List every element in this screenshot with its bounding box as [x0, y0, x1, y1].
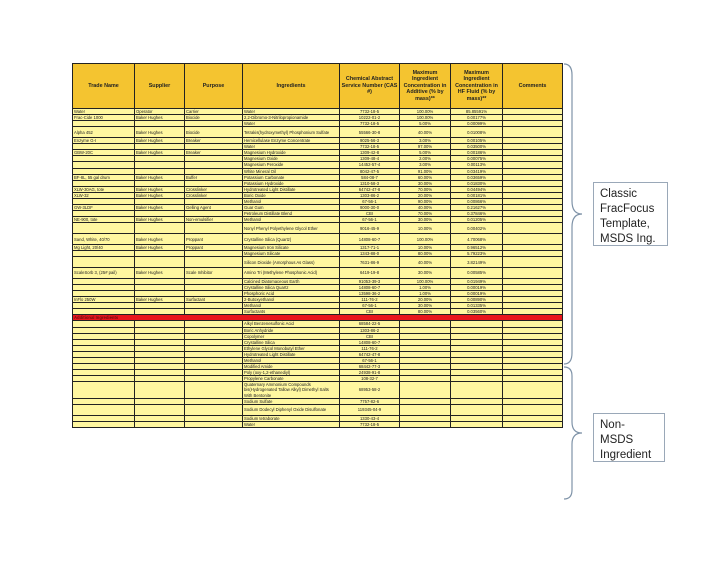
cell-cas-number: 1303-86-2: [340, 192, 400, 198]
cell-conc-hf-fluid: 0.21627%: [451, 205, 503, 211]
frac-disclosure-table: [72, 63, 563, 428]
table-row: [73, 257, 563, 268]
cell-conc-hf-fluid: 0.01830%: [451, 180, 503, 186]
cell-conc-hf-fluid: 0.03500%: [451, 144, 503, 150]
cell-cas-number: 1330-43-4: [340, 415, 400, 421]
cell-conc-additive: 5.00%: [400, 121, 451, 127]
cell-cas-number: 7732-18-5: [340, 109, 400, 115]
cell-cas-number: 1317-71-1: [340, 244, 400, 250]
cell-ingredient: Surfactants: [243, 309, 340, 315]
cell-supplier: [135, 404, 185, 415]
cell-conc-additive: 30.00%: [400, 217, 451, 223]
cell-ingredient: Water: [243, 144, 340, 150]
cell-supplier: [135, 223, 185, 234]
cell-ingredient: Methanol: [243, 357, 340, 363]
cell-supplier: Baker Hughes: [135, 234, 185, 245]
cell-comments: [503, 382, 563, 398]
cell-cas-number: 7757-82-6: [340, 398, 400, 404]
annotation-non-msds-text: Non-MSDS Ingredient: [600, 419, 652, 461]
header-max-conc-additive: Maximum Ingredient Concentration in Additive (% by mass)**: [400, 64, 451, 109]
cell-conc-hf-fluid: 0.01205%: [451, 217, 503, 223]
cell-ingredient: Boric Anhydride: [243, 327, 340, 333]
cell-cas-number: 67-56-1: [340, 303, 400, 309]
annotation-classic-template: [593, 182, 668, 246]
cell-trade-name: BF-8L, 55 gal drum: [73, 174, 135, 180]
cell-cas-number: 6419-19-8: [340, 267, 400, 278]
cell-cas-number: 64742-47-8: [340, 351, 400, 357]
cell-ingredient: Methanol: [243, 199, 340, 205]
cell-ingredient: Sodium Sulfate: [243, 398, 340, 404]
cell-trade-name: Mg Light, 20/40: [73, 244, 135, 250]
cell-ingredient: Tetrakis(hydroxymethyl) Phosphonium Sulfate: [243, 127, 340, 138]
cell-supplier: Operator: [135, 109, 185, 115]
cell-conc-additive: 100.00%: [400, 278, 451, 284]
cell-cas-number: CBI: [340, 333, 400, 339]
cell-ingredient: Guar Gum: [243, 205, 340, 211]
cell-comments: [503, 257, 563, 268]
header-purpose: Purpose: [185, 64, 243, 109]
cell-conc-additive: 97.00%: [400, 144, 451, 150]
table-row: [73, 421, 563, 427]
cell-conc-hf-fluid: 0.00866%: [451, 199, 503, 205]
cell-purpose: [185, 382, 243, 398]
cell-cas-number: 111-76-2: [340, 345, 400, 351]
cell-cas-number: 67-56-1: [340, 357, 400, 363]
cell-conc-additive: 40.00%: [400, 257, 451, 268]
cell-supplier: Baker Hughes: [135, 192, 185, 198]
cell-trade-name: Alpha 452: [73, 127, 135, 138]
cell-purpose: [185, 257, 243, 268]
cell-conc-hf-fluid: 0.00585%: [451, 267, 503, 278]
cell-supplier: [135, 257, 185, 268]
cell-ingredient: Crystalline Silica Quartz: [243, 284, 340, 290]
cell-cas-number: 119345-04-9: [340, 404, 400, 415]
cell-cas-number: 24938-91-8: [340, 370, 400, 376]
non-msds-bracket-icon: [562, 366, 592, 500]
cell-conc-additive: 70.00%: [400, 186, 451, 192]
cell-cas-number: 1303-86-2: [340, 327, 400, 333]
cell-supplier: Baker Hughes: [135, 267, 185, 278]
cell-trade-name: GW-3LDF: [73, 205, 135, 211]
cell-conc-additive: 20.00%: [400, 297, 451, 303]
cell-ingredient: Silicon Dioxide (Amorphous As Glass): [243, 257, 340, 268]
cell-ingredient: Potassium Carbonate: [243, 174, 340, 180]
cell-ingredient: Magnesium Hydroxide: [243, 150, 340, 156]
cell-cas-number: 9025-56-3: [340, 138, 400, 144]
header-supplier: Supplier: [135, 64, 185, 109]
header-max-conc-hf-fluid: Maximum Ingredient Concentration in HF Fluid (% by mass)**: [451, 64, 503, 109]
cell-conc-additive: [400, 421, 451, 427]
cell-conc-additive: 91.00%: [400, 168, 451, 174]
cell-conc-additive: 70.00%: [400, 211, 451, 217]
cell-ingredient: Poly (oxy-1,2-ethanediyl): [243, 370, 340, 376]
cell-conc-hf-fluid: 0.00177%: [451, 115, 503, 121]
cell-trade-name: [73, 257, 135, 268]
cell-purpose: Buffer: [185, 174, 243, 180]
cell-trade-name: [73, 382, 135, 398]
frac-disclosure-table-container: [72, 63, 562, 428]
cell-conc-additive: 80.00%: [400, 251, 451, 257]
cell-conc-hf-fluid: 0.00181%: [451, 192, 503, 198]
cell-conc-additive: 10.00%: [400, 244, 451, 250]
cell-conc-hf-fluid: 85.85591%: [451, 109, 503, 115]
table-row: [73, 404, 563, 415]
cell-supplier: Baker Hughes: [135, 205, 185, 211]
cell-comments: [503, 223, 563, 234]
table-body: [73, 109, 563, 428]
cell-conc-hf-fluid: [451, 421, 503, 427]
cell-comments: [503, 267, 563, 278]
cell-conc-hf-fluid: [451, 382, 503, 398]
cell-purpose: Non-emulsifier: [185, 217, 243, 223]
cell-supplier: Baker Hughes: [135, 138, 185, 144]
cell-ingredient: Calcined Diatomaceous Earth: [243, 278, 340, 284]
cell-cas-number: 1310-58-3: [340, 180, 400, 186]
cell-conc-additive: 80.00%: [400, 309, 451, 315]
cell-trade-name: XLW-30AG, tote: [73, 186, 135, 192]
cell-conc-additive: [400, 382, 451, 398]
table-row: [73, 267, 563, 278]
cell-ingredient: Ethylene Glycol Monobutyl Ether: [243, 345, 340, 351]
cell-ingredient: Magnesium Peroxide: [243, 162, 340, 168]
cell-conc-additive: 100.00%: [400, 109, 451, 115]
annotation-classic-text: Classic FracFocus Template, MSDS Ing.: [600, 188, 656, 245]
cell-trade-name: Additional Ingredients: [73, 315, 563, 321]
cell-trade-name: NE-900, tote: [73, 217, 135, 223]
cell-conc-additive: 2.00%: [400, 156, 451, 162]
cell-ingredient: Petroleum Distillate Blend: [243, 211, 340, 217]
cell-ingredient: White Mineral Oil: [243, 168, 340, 174]
cell-conc-hf-fluid: 0.00402%: [451, 223, 503, 234]
cell-conc-additive: 30.00%: [400, 267, 451, 278]
cell-cas-number: 8042-47-5: [340, 168, 400, 174]
cell-trade-name: InFlo 250W: [73, 297, 135, 303]
cell-ingredient: Propylene Carbonate: [243, 376, 340, 382]
cell-cas-number: 67-56-1: [340, 199, 400, 205]
cell-cas-number: 7732-18-5: [340, 421, 400, 427]
cell-conc-hf-fluid: [451, 404, 503, 415]
cell-conc-additive: 1.00%: [400, 290, 451, 296]
cell-conc-hf-fluid: 3.82149%: [451, 257, 503, 268]
cell-conc-hf-fluid: 0.03659%: [451, 174, 503, 180]
cell-ingredient: Quaternary Ammonium Compounds bis(Hydrogenated Tallow Alkyl) Dimethyl Salts With Bentonite: [243, 382, 340, 398]
cell-purpose: Carrier: [185, 109, 243, 115]
table-row: [73, 234, 563, 245]
table-row: [73, 127, 563, 138]
table-header-row: [73, 64, 563, 109]
cell-conc-additive: 100.00%: [400, 234, 451, 245]
cell-purpose: [185, 223, 243, 234]
cell-conc-additive: 20.00%: [400, 192, 451, 198]
cell-purpose: Biocide: [185, 127, 243, 138]
cell-supplier: [135, 421, 185, 427]
cell-ingredient: Alkyl Benzenesulfonic Acid: [243, 321, 340, 327]
cell-supplier: Baker Hughes: [135, 127, 185, 138]
cell-ingredient: 2,2-Dibromo-3-Nitrilopropionamide: [243, 115, 340, 121]
cell-ingredient: Modified Amide: [243, 364, 340, 370]
cell-ingredient: Hydrotreated Light Distillate: [243, 351, 340, 357]
cell-cas-number: 7732-18-5: [340, 121, 400, 127]
cell-purpose: Surfactant: [185, 297, 243, 303]
cell-conc-additive: 10.00%: [400, 223, 451, 234]
cell-ingredient: Hydrotreated Light Distillate: [243, 186, 340, 192]
cell-ingredient: Hemicellulase Enzyme Concentrate: [243, 138, 340, 144]
cell-conc-hf-fluid: 0.01949%: [451, 278, 503, 284]
cell-supplier: Baker Hughes: [135, 115, 185, 121]
cell-trade-name: Sand, White, 40/70: [73, 234, 135, 245]
cell-cas-number: 108-32-7: [340, 376, 400, 382]
cell-trade-name: GBW-20C: [73, 150, 135, 156]
cell-conc-additive: 3.00%: [400, 162, 451, 168]
cell-conc-additive: 1.00%: [400, 284, 451, 290]
cell-conc-hf-fluid: 0.01008%: [451, 127, 503, 138]
cell-ingredient: Phosphoric Acid: [243, 290, 340, 296]
cell-trade-name: ScaleSorb 3, (25# pail): [73, 267, 135, 278]
cell-cas-number: 7732-18-5: [340, 144, 400, 150]
cell-ingredient: Potassium Hydroxide: [243, 180, 340, 186]
cell-supplier: Baker Hughes: [135, 297, 185, 303]
cell-conc-hf-fluid: 0.00105%: [451, 138, 503, 144]
cell-purpose: Proppant: [185, 234, 243, 245]
classic-bracket-icon: [562, 63, 592, 365]
cell-purpose: Breaker: [185, 150, 243, 156]
header-cas-number: Chemical Abstract Service Number (CAS #): [340, 64, 400, 109]
cell-ingredient: Methanol: [243, 217, 340, 223]
cell-conc-hf-fluid: 5.79223%: [451, 251, 503, 257]
cell-cas-number: 13598-36-2: [340, 290, 400, 296]
cell-conc-additive: 90.00%: [400, 199, 451, 205]
cell-conc-hf-fluid: 0.00099%: [451, 121, 503, 127]
cell-conc-additive: 100.00%: [400, 115, 451, 121]
cell-cas-number: 55566-30-8: [340, 127, 400, 138]
cell-conc-hf-fluid: 0.04494%: [451, 186, 503, 192]
cell-conc-additive: 40.00%: [400, 205, 451, 211]
cell-conc-additive: 30.00%: [400, 180, 451, 186]
cell-cas-number: 7631-86-9: [340, 257, 400, 268]
cell-trade-name: [73, 404, 135, 415]
cell-purpose: [185, 421, 243, 427]
cell-comments: [503, 404, 563, 415]
cell-cas-number: 14808-60-7: [340, 339, 400, 345]
cell-ingredient: Water: [243, 121, 340, 127]
cell-cas-number: 68442-77-3: [340, 364, 400, 370]
cell-ingredient: Crystalline Silica: [243, 339, 340, 345]
cell-conc-hf-fluid: 0.37846%: [451, 211, 503, 217]
cell-cas-number: 1343-88-0: [340, 251, 400, 257]
cell-conc-hf-fluid: 0.00075%: [451, 156, 503, 162]
cell-cas-number: 1309-48-4: [340, 156, 400, 162]
cell-conc-hf-fluid: 0.96512%: [451, 244, 503, 250]
cell-supplier: Baker Hughes: [135, 150, 185, 156]
cell-cas-number: 14808-60-7: [340, 234, 400, 245]
cell-purpose: [185, 404, 243, 415]
annotation-non-msds: [593, 413, 665, 462]
cell-conc-hf-fluid: 0.03419%: [451, 168, 503, 174]
cell-cas-number: 14808-60-7: [340, 284, 400, 290]
cell-ingredient: Water: [243, 421, 340, 427]
cell-trade-name: Enzyme G-I: [73, 138, 135, 144]
header-ingredients: Ingredients: [243, 64, 340, 109]
cell-comments: [503, 421, 563, 427]
cell-ingredient: Water: [243, 109, 340, 115]
cell-cas-number: 14452-57-4: [340, 162, 400, 168]
cell-cas-number: CBI: [340, 309, 400, 315]
cell-cas-number: 64742-47-8: [340, 186, 400, 192]
table-row: [73, 223, 563, 234]
cell-conc-hf-fluid: 4.70068%: [451, 234, 503, 245]
cell-conc-hf-fluid: 0.00019%: [451, 290, 503, 296]
cell-conc-hf-fluid: 0.00113%: [451, 162, 503, 168]
cell-cas-number: 68953-58-2: [340, 382, 400, 398]
cell-conc-additive: 5.00%: [400, 150, 451, 156]
cell-trade-name: [73, 223, 135, 234]
cell-conc-hf-fluid: 0.00019%: [451, 284, 503, 290]
cell-comments: [503, 234, 563, 245]
cell-conc-additive: 30.00%: [400, 303, 451, 309]
table-row: [73, 382, 563, 398]
cell-conc-additive: 3.00%: [400, 138, 451, 144]
cell-ingredient: Sodium tetraborate: [243, 415, 340, 421]
cell-trade-name: XLW-32: [73, 192, 135, 198]
cell-comments: [503, 127, 563, 138]
cell-ingredient: Magnesium Iron Silicate: [243, 244, 340, 250]
cell-supplier: Baker Hughes: [135, 186, 185, 192]
cell-cas-number: 91053-39-3: [340, 278, 400, 284]
cell-ingredient: Copolymer: [243, 333, 340, 339]
cell-trade-name: Frac-Cide 1000: [73, 115, 135, 121]
cell-conc-hf-fluid: 0.00890%: [451, 297, 503, 303]
cell-cas-number: 9000-30-0: [340, 205, 400, 211]
cell-conc-additive: 60.00%: [400, 174, 451, 180]
cell-supplier: [135, 382, 185, 398]
cell-conc-hf-fluid: 0.01335%: [451, 303, 503, 309]
cell-cas-number: 67-56-1: [340, 217, 400, 223]
cell-purpose: Biocide: [185, 115, 243, 121]
cell-cas-number: 1309-42-8: [340, 150, 400, 156]
cell-purpose: Gelling Agent: [185, 205, 243, 211]
cell-conc-hf-fluid: 0.03560%: [451, 309, 503, 315]
cell-cas-number: 111-76-2: [340, 297, 400, 303]
cell-ingredient: Magnesium Oxide: [243, 156, 340, 162]
cell-cas-number: 10222-01-2: [340, 115, 400, 121]
cell-supplier: Baker Hughes: [135, 244, 185, 250]
cell-cas-number: 584-08-7: [340, 174, 400, 180]
cell-cas-number: 68584-22-5: [340, 321, 400, 327]
header-trade-name: Trade Name: [73, 64, 135, 109]
cell-ingredient: 2-Butoxyethanol: [243, 297, 340, 303]
cell-purpose: Crosslinker: [185, 186, 243, 192]
cell-purpose: Scale Inhibitor: [185, 267, 243, 278]
cell-supplier: Baker Hughes: [135, 174, 185, 180]
cell-ingredient: Amino Tri (Methylene Phosphonic Acid): [243, 267, 340, 278]
cell-ingredient: Nonyl Phenyl Polyethylene Glycol Ether: [243, 223, 340, 234]
cell-purpose: Breaker: [185, 138, 243, 144]
cell-conc-hf-fluid: 0.00186%: [451, 150, 503, 156]
cell-ingredient: Crystalline Silica (Quartz): [243, 234, 340, 245]
cell-ingredient: Magnesium Silicate: [243, 251, 340, 257]
cell-supplier: Baker Hughes: [135, 217, 185, 223]
cell-purpose: Crosslinker: [185, 192, 243, 198]
header-comments: Comments: [503, 64, 563, 109]
cell-cas-number: CBI: [340, 211, 400, 217]
cell-conc-additive: 40.00%: [400, 127, 451, 138]
cell-trade-name: [73, 421, 135, 427]
cell-cas-number: 9016-45-9: [340, 223, 400, 234]
cell-conc-additive: [400, 404, 451, 415]
cell-ingredient: Methanol: [243, 303, 340, 309]
cell-ingredient: Boric Oxide: [243, 192, 340, 198]
cell-purpose: Proppant: [185, 244, 243, 250]
cell-trade-name: Water: [73, 109, 135, 115]
cell-ingredient: Sodium Dodecyl Diphenyl Oxide Disulfonate: [243, 404, 340, 415]
